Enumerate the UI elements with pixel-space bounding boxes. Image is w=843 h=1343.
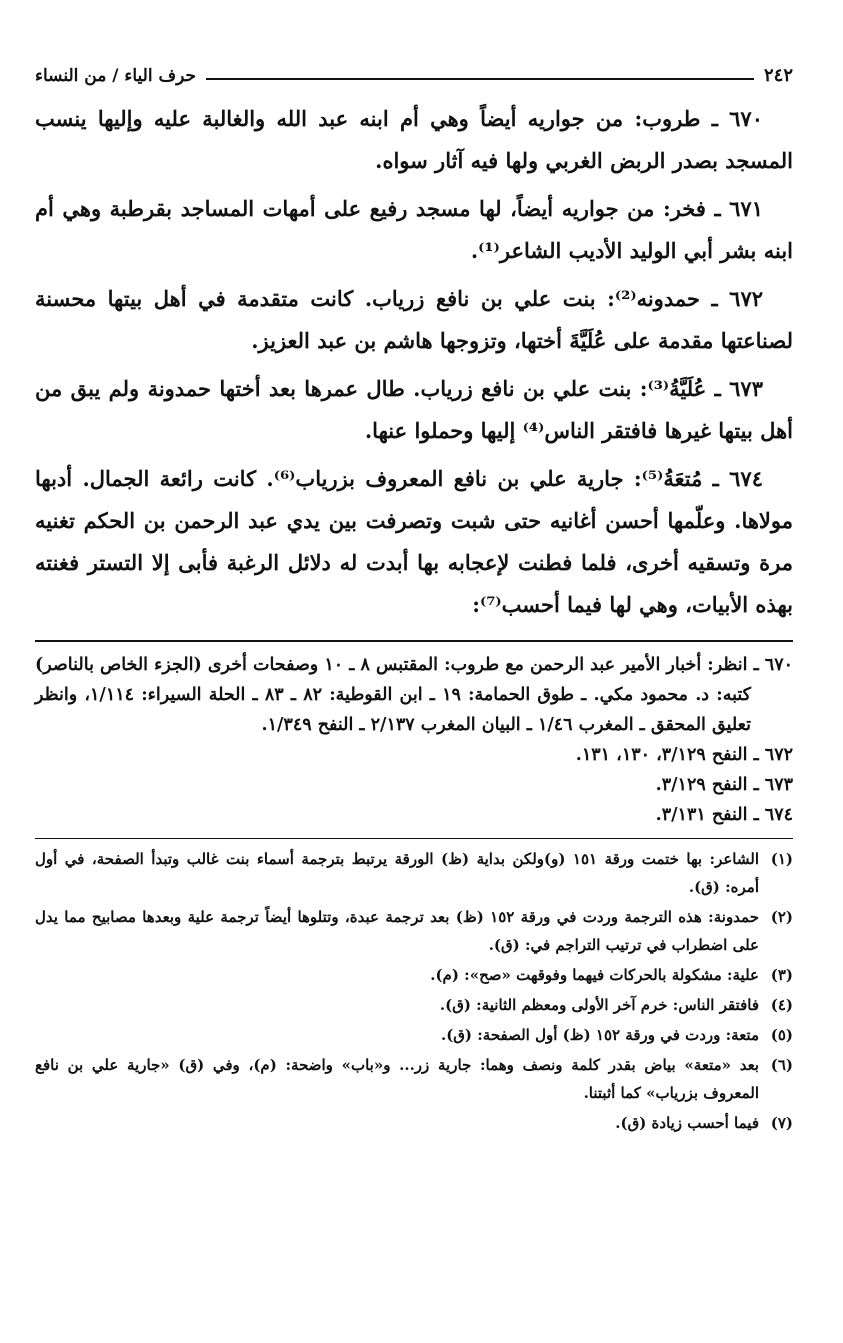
reference-670: [35, 650, 793, 740]
footnote: [35, 845, 793, 901]
footnote-number: (١): [770, 850, 793, 868]
references-separator: [35, 640, 793, 642]
page-number: ٢٤٢: [763, 65, 793, 86]
footnote-number: (٧): [770, 1114, 793, 1132]
footnote: [35, 991, 793, 1019]
footnote: [35, 1021, 793, 1049]
footnotes-separator: [35, 838, 793, 839]
main-text: [35, 98, 793, 626]
running-title: حرف الياء / من النساء: [35, 66, 197, 86]
footnote-number: (٤): [770, 996, 793, 1014]
reference-674: [35, 800, 793, 830]
footnote-text: فافتقر الناس: خرم آخر الأولى ومعظم الثانية: (ق).: [439, 996, 759, 1014]
entry-672: ٦٧٢ ـ حمدونه⁽²⁾: بنت علي بن نافع زرياب. كانت متقدمة في أهل بيتها محسنة لصناعتها مقدمة على عُلَيَّةَ أختها، وتزوجها هاشم بن عبد العزيز.: [35, 286, 793, 353]
entry-670: ٦٧٠ ـ طروب: من جواريه أيضاً وهي أم ابنه عبد الله والغالبة عليه وإليها ينسب المسجد بصدر الربض الغربي ولها فيه آثار سواه.: [35, 106, 793, 173]
footnote-text: فيما أحسب زيادة (ق).: [615, 1114, 759, 1132]
reference-text: ٦٧٤ ـ النفح ٣/١٣١.: [655, 805, 793, 825]
footnote-text: الشاعر: بها ختمت ورقة ١٥١ (و)ولكن بداية (ظ) الورقة يرتبط بترجمة أسماء بنت غالب وتبدأ الصفحة، في أول أمره: (ق).: [35, 850, 759, 896]
footnote-number: (٥): [770, 1026, 793, 1044]
footnote-text: حمدونة: هذه الترجمة وردت في ورقة ١٥٢ (ظ) بعد ترجمة عبدة، وتتلوها أيضاً ترجمة علية وبعدها مصابيح مما يدل على اضطراب في ترتيب التراجم في: (ق).: [35, 908, 759, 954]
footnote-text: بعد «متعة» بياض بقدر كلمة ونصف وهما: جارية زر... و«باب» واضحة: (م)، وفي (ق) «جارية علي بن نافع المعروف بزرياب» كما أثبتنا.: [35, 1056, 759, 1102]
reference-672: [35, 740, 793, 770]
footnotes-block: [35, 845, 793, 1137]
references-block: [35, 650, 793, 830]
footnote-number: (٢): [770, 908, 793, 926]
header-rule: [206, 78, 754, 80]
footnote: [35, 1109, 793, 1137]
reference-text: ٦٧٣ ـ النفح ٣/١٢٩.: [655, 775, 793, 795]
footnote: [35, 961, 793, 989]
reference-text: ٦٧٠ ـ انظر: أخبار الأمير عبد الرحمن مع طروب: المقتبس ٨ ـ ١٠ وصفحات أخرى (الجزء الخاص بالناصر) كتبه: د. محمود مكي. ـ طوق الحمامة: ١٩ ـ ابن القوطية: ٨٢ ـ ٨٣ ـ الحلة السيراء: ١/١١٤، وانظر تعليق المحقق ـ المغرب ١/٤٦ ـ البيان المغرب ٢/١٣٧ ـ النفح ١/٣٤٩.: [35, 655, 793, 735]
reference-text: ٦٧٢ ـ النفح ٣/١٢٩، ١٣٠، ١٣١.: [575, 745, 793, 765]
footnote-text: علية: مشكولة بالحركات فيهما وفوقهت «صح»: (م).: [430, 966, 759, 984]
entry-673: ٦٧٣ ـ عُلَيَّةُ⁽³⁾: بنت علي بن نافع زرياب. طال عمرها بعد أختها حمدونة ولم يبق من أهل بيتها غيرها فافتقر الناس⁽⁴⁾ إليها وحملوا عنها.: [35, 376, 793, 443]
footnote-number: (٦): [770, 1056, 793, 1074]
page: [35, 58, 793, 1139]
running-header: [35, 58, 793, 86]
entry-671: ٦٧١ ـ فخر: من جواريه أيضاً، لها مسجد رفيع على أمهات المساجد بقرطبة وهي أم ابنه بشر أبي الوليد الأديب الشاعر⁽¹⁾.: [35, 196, 793, 263]
footnote-text: متعة: وردت في ورقة ١٥٢ (ظ) أول الصفحة: (ق).: [440, 1026, 759, 1044]
footnote-number: (٣): [770, 966, 793, 984]
entry-674: ٦٧٤ ـ مُتعَةُ⁽⁵⁾: جارية علي بن نافع المعروف بزرياب⁽⁶⁾. كانت رائعة الجمال. أدبها مولاها. وعلّمها أحسن أغانيه حتى شبت وتصرفت بين يدي عبد الرحمن بن الحكم تغنيه مرة وتسقيه أخرى، فلما فطنت لإعجابه بها أبدت له دلائل الرغبة فأبى إلا التستر فغنته بهذه الأبيات، وهي لها فيما أحسب⁽⁷⁾:: [35, 466, 793, 617]
footnote: [35, 903, 793, 959]
footnote: [35, 1051, 793, 1107]
reference-673: [35, 770, 793, 800]
